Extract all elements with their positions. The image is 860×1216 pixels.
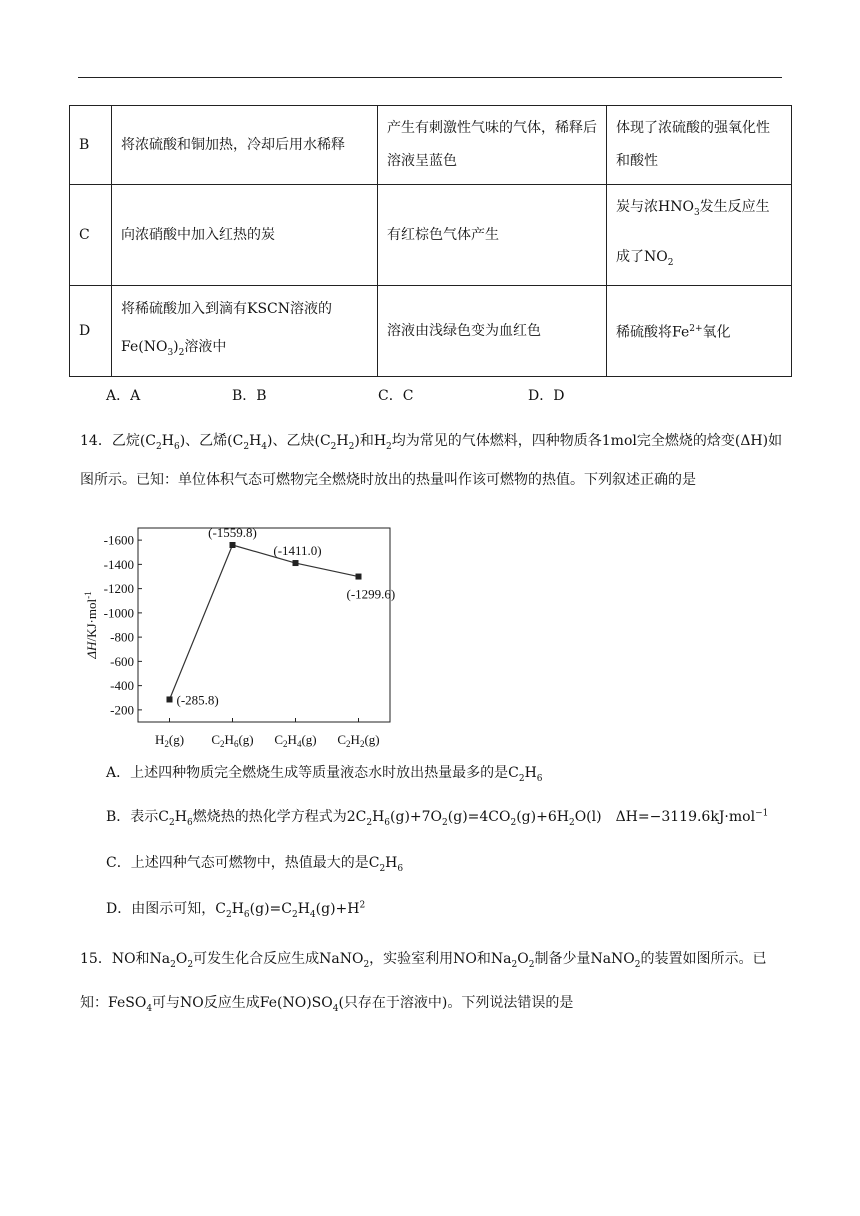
data-point <box>167 696 173 702</box>
y-tick-label: -400 <box>110 678 134 694</box>
choice-b[interactable]: B．B <box>232 388 267 404</box>
series-line <box>170 545 359 699</box>
choice-d[interactable]: D．D <box>528 388 565 404</box>
y-tick-label: -200 <box>110 702 134 718</box>
choice-a[interactable]: A．A <box>106 388 141 404</box>
table-row <box>70 286 792 377</box>
operation-cell: 将浓硫酸和铜加热，冷却后用水稀释 <box>112 106 378 185</box>
question-number: 14． <box>80 433 112 449</box>
data-label: (-285.8) <box>176 692 219 708</box>
y-tick-label: -1000 <box>103 605 134 621</box>
phenomenon-cell: 溶液由浅绿色变为血红色 <box>378 286 607 377</box>
conclusion-cell: 炭与浓$HNO_3$发生反应生成了$NO_2$ <box>607 185 792 286</box>
row-label: B <box>70 106 112 185</box>
operation-cell: 将稀硫酸加入到滴有KSCN溶液的 $Fe(NO_3)_2$溶液中 <box>112 286 378 377</box>
conclusion-cell: 体现了浓硫酸的强氧化性和酸性 <box>607 106 792 185</box>
table-row <box>70 185 792 286</box>
y-tick-label: -800 <box>110 629 134 645</box>
experiment-table <box>69 105 792 377</box>
option-c[interactable]: C．上述四种气态可燃物中，热值最大的是$C_2H_6$ <box>106 855 404 874</box>
choice-c[interactable]: C．C <box>378 388 414 404</box>
y-tick-label: -1600 <box>103 532 134 548</box>
data-point <box>230 542 236 548</box>
phenomenon-cell: 产生有刺激性气味的气体，稀释后溶液呈蓝色 <box>378 106 607 185</box>
header-rule <box>78 77 782 78</box>
enthalpy-chart <box>78 520 398 752</box>
table-row <box>70 106 792 185</box>
data-label: (-1411.0) <box>273 543 322 559</box>
y-tick-label: -1400 <box>103 556 134 572</box>
option-a[interactable]: A．上述四种物质完全燃烧生成等质量液态水时放出热量最多的是$C_2H_6$ <box>106 765 543 784</box>
x-tick-label: $H_2(g)$ <box>154 732 185 749</box>
phenomenon-cell: 有红棕色气体产生 <box>378 185 607 286</box>
data-point <box>356 574 362 580</box>
conclusion-cell: 稀硫酸将$Fe^{2+}$氧化 <box>607 286 792 377</box>
question-number: 15． <box>80 951 112 967</box>
data-label: (-1299.6) <box>346 586 396 602</box>
question-14-stem: 14．乙烷$(C_2H_6)$、乙烯$(C_2H_4)$、乙炔$(C_2H_2)$和$H_2$均为常见的气体燃料，四种物质各1mol完全燃烧的焓变(ΔH)如图所示。已知：单位体积气态可燃物完全燃烧时放出的热量叫作该可燃物的热值。下列叙述正确的是 <box>80 433 783 488</box>
x-tick-label: $C_2H_2(g)$ <box>337 732 380 749</box>
data-label: (-1559.8) <box>208 524 257 540</box>
y-axis-label: ΔH/KJ·mol$^{-1}$ <box>83 591 99 659</box>
x-tick-label: $C_2H_4(g)$ <box>274 732 317 749</box>
row-label: D <box>70 286 112 377</box>
x-tick-label: $C_2H_6(g)$ <box>211 732 254 749</box>
y-tick-label: -1200 <box>103 581 134 597</box>
operation-cell: 向浓硝酸中加入红热的炭 <box>112 185 378 286</box>
data-point <box>293 560 299 566</box>
row-label: C <box>70 185 112 286</box>
option-b[interactable]: B．表示$C_2H_6$燃烧热的热化学方程式为$2C_2H_6(g)+7O_2(g)=4CO_2(g)+6H_2O(l)$ ΔH=−3119.6kJ·mol$^{-1}$ <box>106 808 769 828</box>
option-d[interactable]: D．由图示可知，$C_2H_6(g)=C_2H_4(g)+H^2$ <box>106 900 366 920</box>
y-tick-label: -600 <box>110 653 134 669</box>
question-15-stem: 15．NO和$Na_2O_2$可发生化合反应生成NaNO$_2$，实验室利用NO和$Na_2O_2$制备少量NaNO$_2$的装置如图所示。已知：FeSO$_4$可与NO反应生成$Fe(NO)SO_4$(只存在于溶液中)。下列说法错误的是 <box>80 951 767 1014</box>
